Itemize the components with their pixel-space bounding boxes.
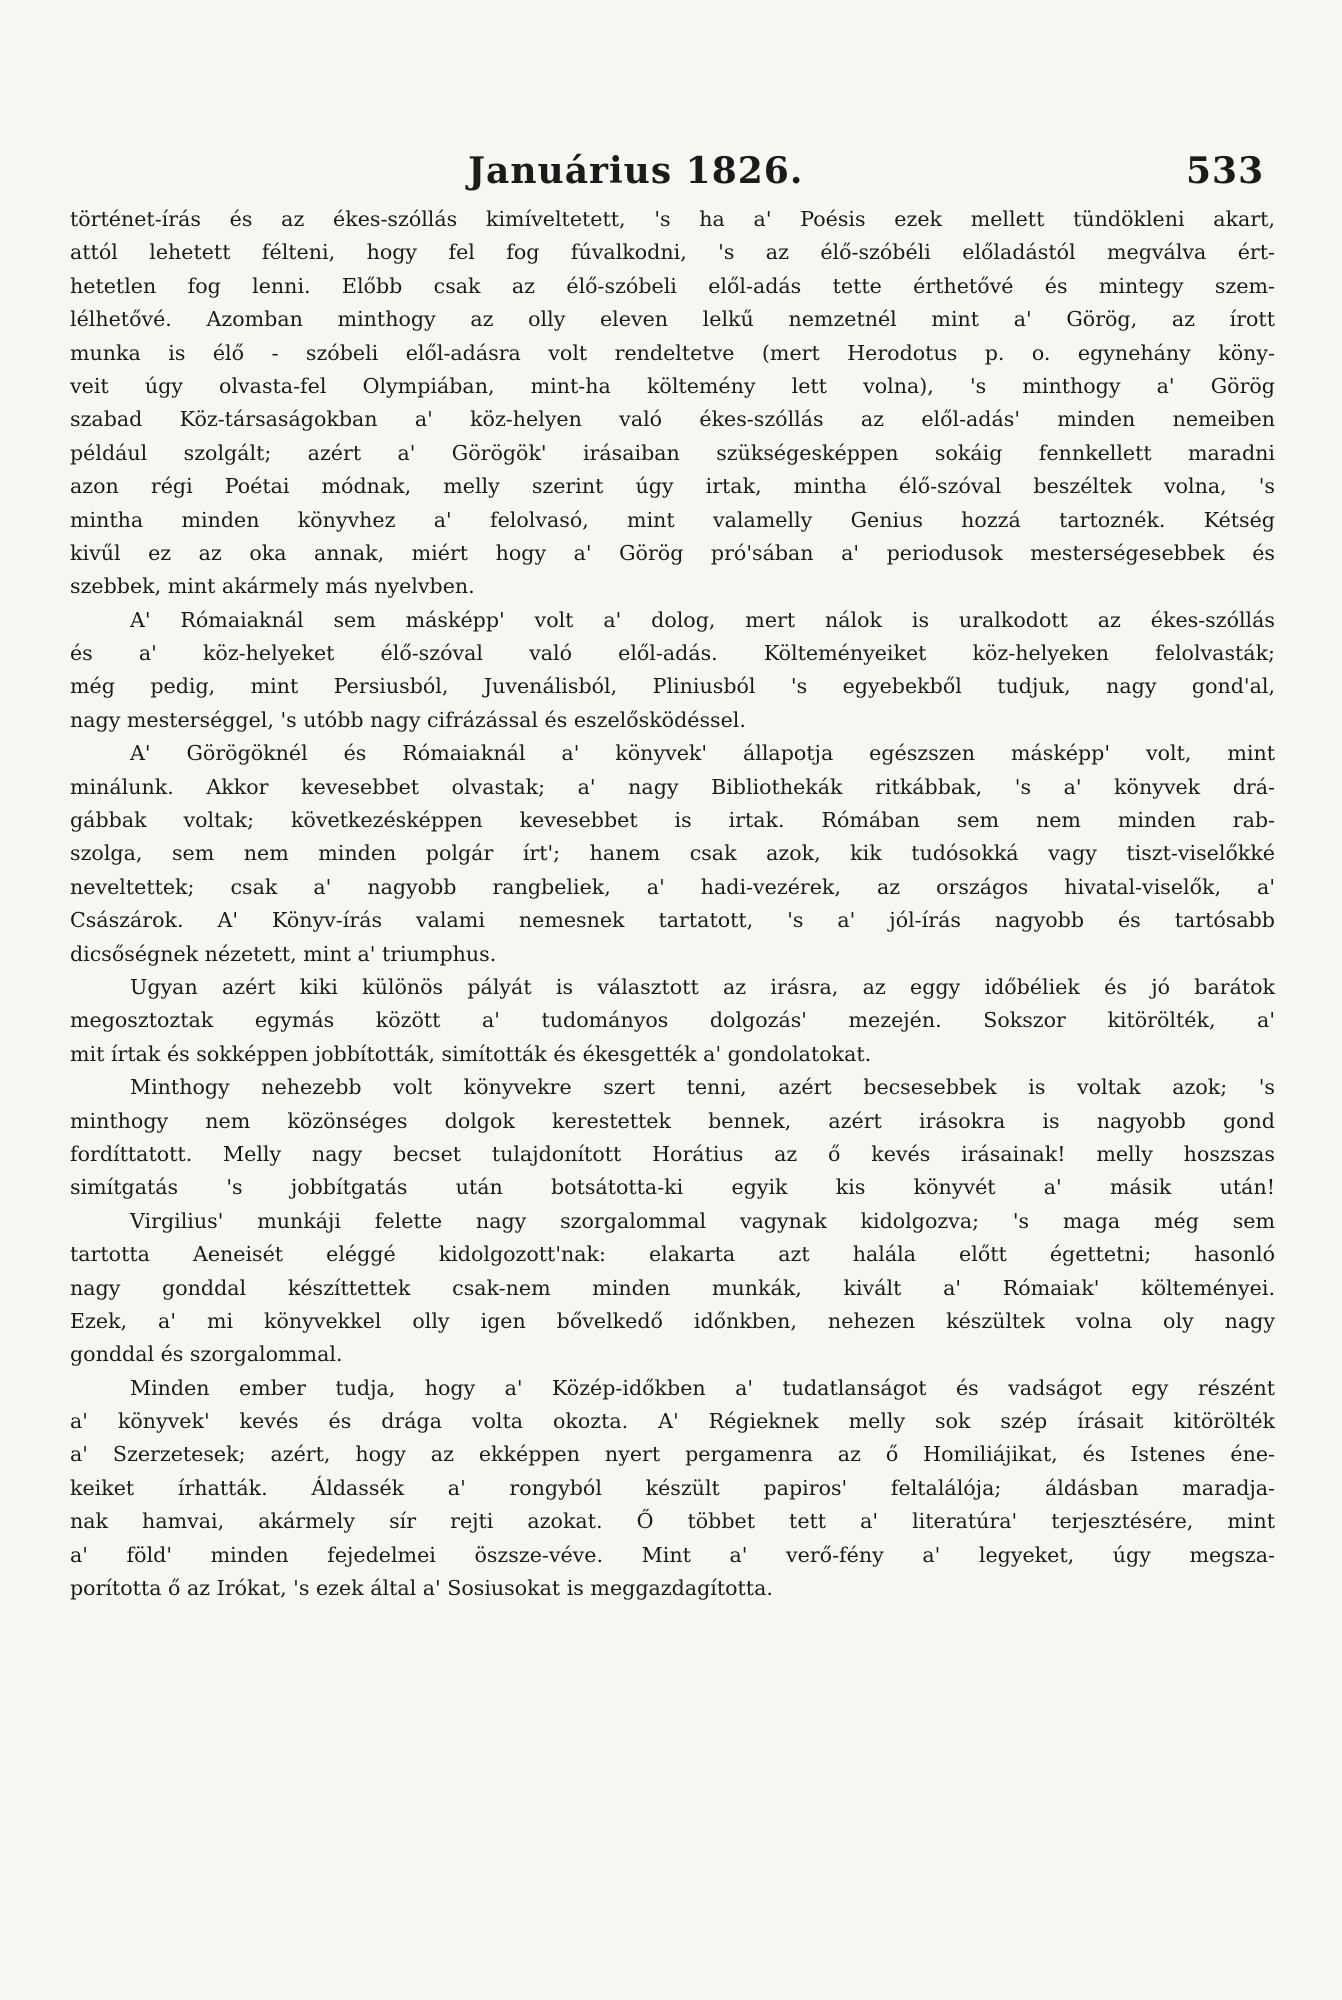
page-header — [0, 150, 1342, 196]
text-line: Minden ember tudja, hogy a' Közép-időkben a' tudatlanságot és vadságot egy részént — [130, 1375, 1275, 1400]
text-line: munka is élő - szóbeli elől-adásra volt rendeltetve (mert Herodotus p. o. egynehány köny- — [70, 340, 1275, 365]
text-line: dicsőségnek nézetett, mint a' triumphus. — [70, 941, 497, 966]
running-title: Januárius 1826. — [468, 150, 804, 192]
text-line: megosztoztak egymás között a' tudományos dolgozás' mezején. Sokszor kitörölték, a' — [70, 1008, 1275, 1033]
text-line: A' Rómaiaknál sem másképp' volt a' dolog, mert nálok is uralkodott az ékes-szóllás — [130, 607, 1275, 632]
text-line: lélhetővé. Azomban minthogy az olly eleven lelkű nemzetnél mint a' Görög, az írott — [70, 307, 1275, 332]
text-line: Minthogy nehezebb volt könyvekre szert tenni, azért becsesebbek is voltak azok; 's — [130, 1075, 1275, 1100]
text-line: gábbak voltak; következésképpen kevesebbet is irtak. Rómában sem nem minden rab- — [70, 808, 1275, 833]
text-line: nak hamvai, akármely sír rejti azokat. Ő többet tett a' literatúra' terjesztésére, mint — [70, 1509, 1275, 1534]
text-line: attól lehetett félteni, hogy fel fog fúvalkodni, 's az élő-szóbéli előladástól megválva ért- — [70, 240, 1275, 265]
text-line: Ugyan azért kiki különös pályát is választott az irásra, az eggy időbéliek és jó barátok — [130, 974, 1275, 999]
text-line: kivűl ez az oka annak, miért hogy a' Görög pró'sában a' periodusok mesterségesebbek és — [70, 540, 1275, 565]
text-line: szebbek, mint akármely más nyelvben. — [70, 574, 475, 599]
text-line: porította ő az Irókat, 's ezek által a' Sosiusokat is meggazdagította. — [70, 1576, 773, 1601]
text-line: neveltettek; csak a' nagyobb rangbeliek, a' hadi-vezérek, az országos hivatal-viselők, a' — [70, 874, 1275, 899]
text-line: veit úgy olvasta-fel Olympiában, mint-ha költemény lett volna), 's minthogy a' Görög — [70, 373, 1275, 398]
text-line: keiket írhatták. Áldassék a' rongyból készült papiros' feltalálója; áldásban maradja- — [70, 1475, 1275, 1500]
text-line: mit írtak és sokképpen jobbították, simították és ékesgették a' gondolatokat. — [70, 1041, 872, 1066]
text-line: A' Görögöknél és Rómaiaknál a' könyvek' állapotja egészszen másképp' volt, mint — [130, 741, 1275, 766]
page-number: 533 — [1186, 150, 1265, 192]
text-line: még pedig, mint Persiusból, Juvenálisból, Pliniusból 's egyebekből tudjuk, nagy gond'al, — [70, 674, 1275, 699]
text-line: hetetlen fog lenni. Előbb csak az élő-szóbeli elől-adás tette érthetővé és mintegy szem- — [70, 273, 1275, 298]
text-line: például szolgált; azért a' Görögök' irásaiban szükségesképpen sokáig fennkellett maradni — [70, 440, 1275, 465]
text-line: nagy mesterséggel, 's utóbb nagy cifrázással és eszelősködéssel. — [70, 707, 746, 732]
text-line: simítgatás 's jobbítgatás után botsátotta-ki egyik kis könyvét a' másik után! — [70, 1175, 1275, 1200]
text-line: minálunk. Akkor kevesebbet olvastak; a' nagy Bibliothekák ritkábbak, 's a' könyvek drá- — [70, 774, 1275, 799]
text-line: a' könyvek' kevés és drága volta okozta. A' Régieknek melly sok szép írásait kitörölték — [70, 1409, 1275, 1434]
text-line: Virgilius' munkáji felette nagy szorgalommal vagynak kidolgozva; 's maga még sem — [130, 1208, 1275, 1233]
text-line: mintha minden könyvhez a' felolvasó, mint valamelly Genius hozzá tartoznék. Kétség — [70, 507, 1275, 532]
text-line: tartotta Aeneisét eléggé kidolgozott'nak: elakarta azt halála előtt égettetni; hasonló — [70, 1242, 1275, 1267]
text-line: gonddal és szorgalommal. — [70, 1342, 343, 1367]
text-line: szolga, sem nem minden polgár írt'; hanem csak azok, kik tudósokká vagy tiszt-viselőkké — [70, 841, 1275, 866]
text-line: fordíttatott. Melly nagy becset tulajdonított Horátius az ő kevés irásainak! melly hoszszas — [70, 1141, 1275, 1166]
text-line: Ezek, a' mi könyvekkel olly igen bővelkedő időnkben, nehezen készültek volna oly nagy — [70, 1308, 1275, 1333]
text-line: történet-írás és az ékes-szóllás kimíveltetett, 's ha a' Poésis ezek mellett tündökleni akart, — [70, 207, 1275, 231]
text-line: minthogy nem közönséges dolgok kerestettek bennek, azért irásokra is nagyobb gond — [70, 1108, 1275, 1133]
text-line: nagy gonddal készíttettek csak-nem minden munkák, kivált a' Rómaiak' költeményei. — [70, 1275, 1275, 1300]
text-line: a' föld' minden fejedelmei öszsze-véve. Mint a' verő-fény a' legyeket, úgy megsza- — [70, 1542, 1275, 1567]
text-line: Császárok. A' Könyv-írás valami nemesnek tartatott, 's a' jól-írás nagyobb és tartósabb — [70, 908, 1275, 933]
body-text — [70, 203, 1275, 1605]
text-line: és a' köz-helyeket élő-szóval való elől-adás. Költeményeiket köz-helyeken felolvasták; — [70, 641, 1275, 666]
text-line: azon régi Poétai módnak, melly szerint úgy irtak, mintha élő-szóval beszéltek volna, 's — [70, 474, 1275, 499]
text-line: szabad Köz-társaságokban a' köz-helyen való ékes-szóllás az elől-adás' minden nemeiben — [70, 407, 1275, 432]
text-line: a' Szerzetesek; azért, hogy az ekképpen nyert pergamenra az ő Homiliájikat, és Istenes éne- — [70, 1442, 1275, 1467]
